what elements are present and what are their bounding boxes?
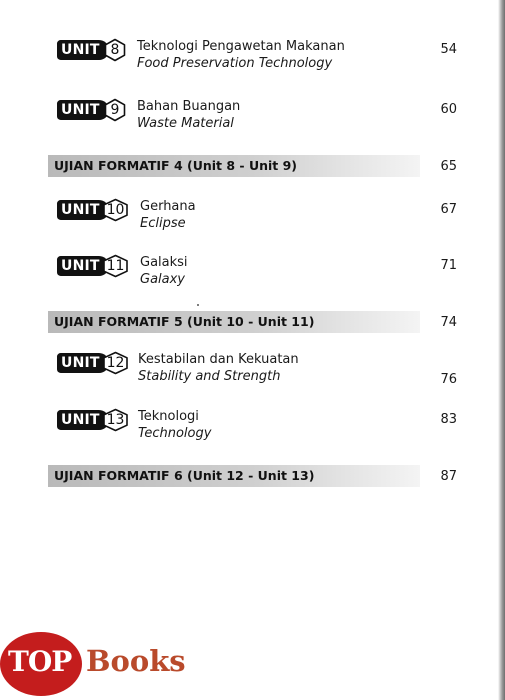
unit-number-hexagon [103, 98, 127, 122]
unit-number-hexagon [102, 198, 129, 222]
unit-title-malay: Kestabilan dan Kekuatan [138, 352, 299, 367]
unit-badge [57, 98, 129, 122]
formative-test-5-bar[interactable] [48, 311, 420, 333]
unit-badge [57, 408, 129, 432]
unit-title-english: Galaxy [140, 272, 186, 287]
formative-test-4-page: 65 [440, 159, 457, 174]
unit-page-number: 54 [440, 42, 457, 57]
unit-title-english: Food Preservation Technology [137, 56, 333, 71]
formative-test-label: UJIAN FORMATIF 6 (Unit 12 - Unit 13) [54, 468, 315, 483]
unit-number: 12 [106, 355, 125, 371]
unit-title-malay: Teknologi [138, 409, 199, 424]
unit-number-hexagon [102, 408, 129, 432]
unit-number: 8 [110, 42, 120, 58]
formative-test-4-bar[interactable] [48, 155, 420, 177]
unit-badge-word: UNIT [61, 412, 100, 428]
topbooks-books-text: Books [86, 644, 186, 678]
unit-title-malay: Galaksi [140, 255, 188, 270]
formative-test-label: UJIAN FORMATIF 4 (Unit 8 - Unit 9) [54, 158, 298, 173]
unit-badge-word: UNIT [61, 42, 100, 58]
formative-test-5-page: 74 [440, 315, 457, 330]
unit-number: 10 [106, 202, 125, 218]
unit-title-malay: Gerhana [140, 199, 196, 214]
topbooks-watermark-logo [0, 628, 200, 700]
unit-page-number: 76 [440, 372, 457, 387]
unit-title-malay: Bahan Buangan [137, 99, 241, 114]
unit-number-hexagon [103, 38, 127, 62]
unit-page-number: 71 [440, 258, 457, 273]
unit-badge-word: UNIT [61, 355, 100, 371]
toc-unit-8[interactable] [0, 38, 505, 82]
unit-number: 11 [106, 258, 125, 274]
unit-number: 9 [110, 102, 120, 118]
formative-test-label: UJIAN FORMATIF 5 (Unit 10 - Unit 11) [54, 314, 315, 329]
unit-badge [57, 351, 129, 375]
unit-badge [57, 38, 129, 62]
unit-badge [57, 198, 129, 222]
unit-badge [57, 254, 129, 278]
toc-unit-11[interactable] [0, 254, 505, 298]
unit-title-english: Stability and Strength [138, 369, 281, 384]
toc-unit-9[interactable] [0, 98, 505, 142]
unit-page-number: 83 [440, 412, 457, 427]
unit-title-english: Technology [138, 426, 212, 441]
unit-number-hexagon [102, 351, 129, 375]
unit-title-english: Eclipse [140, 216, 186, 231]
toc-unit-10[interactable] [0, 198, 505, 242]
toc-unit-13[interactable] [0, 408, 505, 452]
unit-badge-word: UNIT [61, 258, 100, 274]
formative-test-6-page: 87 [440, 469, 457, 484]
unit-badge-word: UNIT [61, 102, 100, 118]
unit-title-malay: Teknologi Pengawetan Makanan [137, 39, 345, 54]
print-speck [197, 304, 199, 306]
unit-number: 13 [106, 412, 125, 428]
unit-number-hexagon [102, 254, 129, 278]
formative-test-6-bar[interactable] [48, 465, 420, 487]
unit-badge-word: UNIT [61, 202, 100, 218]
topbooks-top-text: TOP [8, 645, 72, 678]
toc-unit-12[interactable] [0, 351, 505, 395]
unit-page-number: 60 [440, 102, 457, 117]
unit-title-english: Waste Material [137, 116, 234, 131]
unit-page-number: 67 [440, 202, 457, 217]
